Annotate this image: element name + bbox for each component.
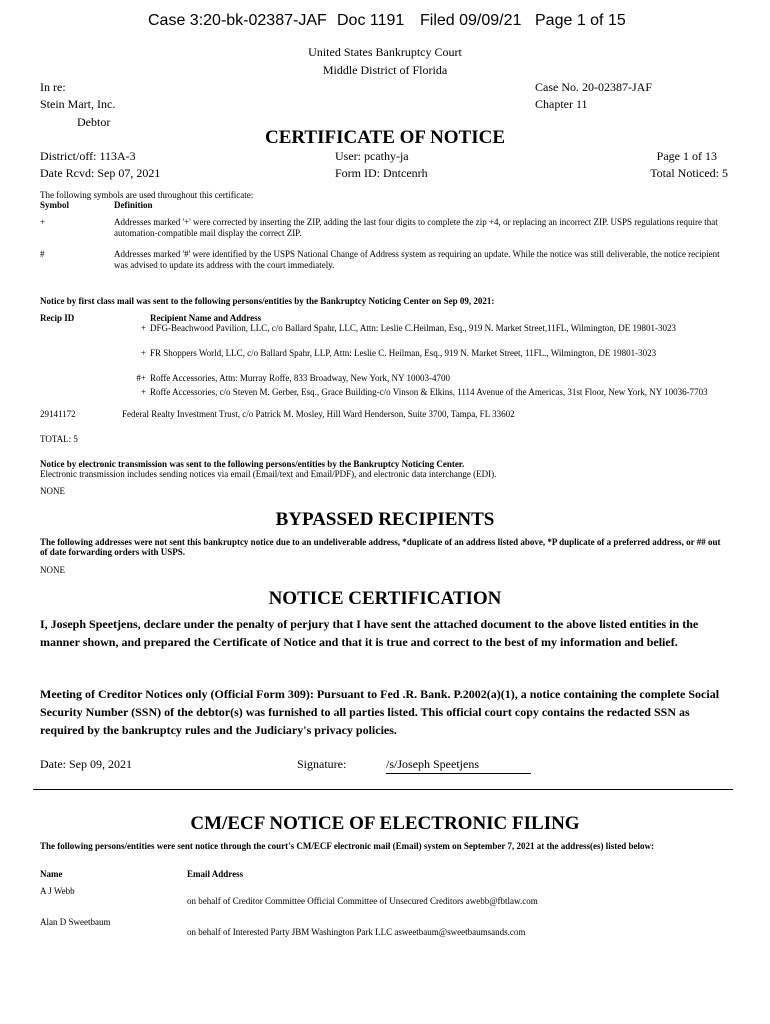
case-number: Case No. 20-02387-JAF	[535, 80, 652, 94]
recipient-mark: +	[140, 387, 146, 397]
symbol-hash-definition: Addresses marked '#' were identified by the USPS National Change of Address system as requiring an update. While the notice was still deliverable, the notice recipient was advised to update its address with the court immediately.	[114, 249, 720, 270]
symbols-intro: The following symbols are used throughout this certificate:	[40, 190, 254, 200]
district-office: District/off: 113A-3	[40, 149, 136, 163]
bypassed-none: NONE	[40, 565, 65, 575]
section-divider	[33, 789, 733, 790]
header-doc: Doc 1191	[337, 12, 405, 29]
recipient-address: Roffe Accessories, c/o Steven M. Gerber, Esq., Grace Building-c/o Vinson & Elkins, 1114 Avenue of the Americas, 31st Floor, New York, NY 10036-7703	[150, 387, 708, 397]
signature-label: Signature:	[297, 757, 347, 771]
symbols-col-definition: Definition	[114, 200, 153, 210]
ecf-recipient-email: on behalf of Creditor Committee Official Committee of Unsecured Creditors awebb@fbtlaw.com	[187, 896, 538, 906]
certification-ssn-note: Meeting of Creditor Notices only (Official Form 309): Pursuant to Fed .R. Bank. P.2002(a)(1), a notice containing the complete Social Security Number (SSN) of the debtor(s) was furnished to all parties listed. This official court copy contains the redacted SSN as required by the bankruptcy rules and the Judiciary's privacy policies.	[40, 687, 720, 737]
symbol-plus-definition: Addresses marked '+' were corrected by inserting the ZIP, adding the last four digits to complete the zip +4, or replacing an incorrect ZIP. USPS regulations require that automation-compatible mail display the correct ZIP.	[114, 217, 718, 238]
court-name: United States Bankruptcy Court	[308, 45, 462, 59]
recipient-address: Roffe Accessories, Attn: Murray Roffe, 833 Broadway, New York, NY 10003-4700	[150, 373, 450, 383]
recipient-mark: +	[140, 323, 146, 333]
recipient-address: Federal Realty Investment Trust, c/o Patrick M. Mosley, Hill Ward Henderson, Suite 3700, Tampa, FL 33602	[122, 409, 515, 419]
electronic-subtext: Electronic transmission includes sending notices via email (Email/text and Email/PDF), and electronic data interchange (EDI).	[40, 469, 497, 479]
cmecf-col-email: Email Address	[187, 869, 244, 879]
total-noticed: Total Noticed: 5	[650, 166, 728, 180]
ecf-recipient-email: on behalf of Interested Party JBM Washington Park LLC asweetbaum@sweetbaumsands.com	[187, 927, 526, 937]
chapter: Chapter 11	[535, 97, 588, 111]
date-received: Date Rcvd: Sep 07, 2021	[40, 166, 161, 180]
signature: /s/Joseph Speetjens	[386, 757, 531, 774]
certification-declaration: I, Joseph Speetjens, declare under the penalty of perjury that I have sent the attached document to the above listed entities in the manner shown, and prepared the Certificate of Notice and that it is true and correct to the best of my information and belief.	[40, 617, 699, 649]
recipient-mark: #+	[136, 373, 146, 383]
form-id: Form ID: Dntcenrh	[335, 166, 428, 180]
recipient-id: 29141172	[40, 409, 76, 419]
recipient-address: DFG-Beachwood Pavilion, LLC, c/o Ballard Spahr, LLC, Attn: Leslie C.Heilman, Esq., 919 N. Market Street,11FL, Wilmington, DE 19801-3023	[150, 323, 676, 333]
symbol-hash: #	[40, 249, 45, 259]
header-filed: Filed 09/09/21	[420, 12, 522, 29]
symbol-plus: +	[40, 217, 46, 227]
in-re-label: In re:	[40, 80, 66, 94]
court-district: Middle District of Florida	[322, 63, 448, 77]
bypassed-title: BYPASSED RECIPIENTS	[275, 509, 495, 530]
header-page: Page 1 of 15	[535, 12, 626, 29]
cmecf-col-name: Name	[40, 869, 63, 879]
ecf-recipient-name: Alan D Sweetbaum	[40, 917, 111, 927]
first-class-heading: Notice by first class mail was sent to the following persons/entities by the Bankruptcy Noticing Center on Sep 09, 2021:	[40, 296, 495, 306]
recipient-mark: +	[140, 348, 146, 358]
col-recip-id: Recip ID	[40, 313, 75, 323]
cmecf-intro: The following persons/entities were sent notice through the court's CM/ECF electronic mail (Email) system on September 7, 2021 at the address(es) listed below:	[40, 841, 655, 851]
debtor-label: Debtor	[77, 115, 111, 129]
certification-date: Date: Sep 09, 2021	[40, 757, 132, 771]
cmecf-title: CM/ECF NOTICE OF ELECTRONIC FILING	[190, 813, 580, 834]
meta-page: Page 1 of 13	[656, 149, 717, 163]
bypassed-text: The following addresses were not sent this bankruptcy notice due to an undeliverable address, *duplicate of an address listed above, *P duplicate of a preferred address, or ## out of date forwarding orders with USPS.	[40, 537, 721, 557]
user-id: User: pcathy-ja	[335, 149, 409, 163]
symbols-col-symbol: Symbol	[40, 200, 70, 210]
certification-title: NOTICE CERTIFICATION	[268, 588, 502, 609]
electronic-heading: Notice by electronic transmission was sent to the following persons/entities by the Bankruptcy Noticing Center.	[40, 459, 465, 469]
certificate-title: CERTIFICATE OF NOTICE	[264, 127, 506, 148]
electronic-none: NONE	[40, 486, 65, 496]
header-case: Case 3:20-bk-02387-JAF	[148, 12, 327, 29]
first-class-total: TOTAL: 5	[40, 434, 78, 444]
debtor-name: Stein Mart, Inc.	[40, 97, 116, 111]
col-recipient-name: Recipient Name and Address	[150, 313, 262, 323]
recipient-address: FR Shoppers World, LLC, c/o Ballard Spahr, LLP, Attn: Leslie C. Heilman, Esq., 919 N. Market Street, 11FL., Wilmington, DE 19801-3023	[150, 348, 657, 358]
ecf-recipient-name: A J Webb	[40, 886, 75, 896]
